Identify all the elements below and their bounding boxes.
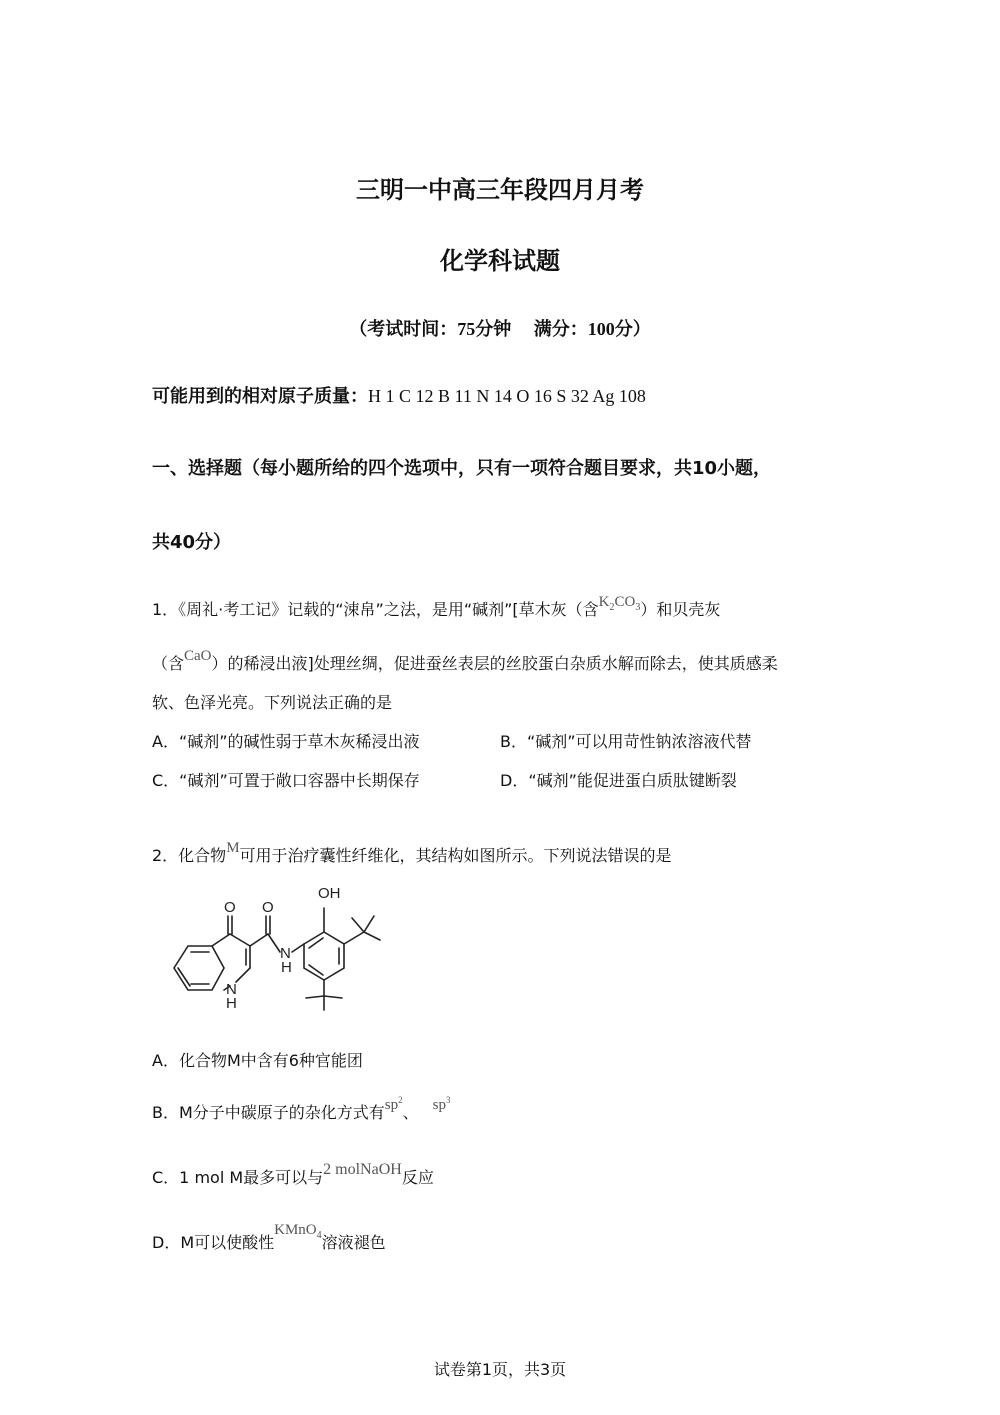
atomic-masses-label: 可能用到的相对原子质量： — [152, 386, 368, 407]
formula-sp2: $sp^2$ — [384, 1095, 403, 1113]
label-h1: H — [226, 995, 237, 1012]
q2-option-a: A．化合物M中含有6种官能团 — [152, 1051, 363, 1070]
label-oh: OH — [318, 885, 341, 902]
q1-line2: （含CaO）的稀浸出液]处理丝绸，促进蚕丝表层的丝胶蛋白杂质水解而除去，使其质感柔 — [152, 648, 778, 673]
exam-title: 三明一中高三年段四月月考 — [356, 176, 644, 204]
q1-text-b: ）和贝壳灰 — [640, 600, 721, 619]
molecule-svg — [166, 878, 396, 1013]
formula-k2co3: $K_2CO_3$ — [598, 594, 641, 613]
formula-naoh: 2 molNaOH — [323, 1161, 402, 1178]
formula-cao: CaO — [184, 648, 212, 664]
label-o2: O — [262, 899, 274, 916]
q1-option-d: D．“碱剂”能促进蛋白质肽键断裂 — [500, 771, 737, 790]
q2-option-b: B．M分子中碳原子的杂化方式有$sp^2$、 $sp^3$ — [152, 1095, 451, 1122]
q1-option-a: A．“碱剂”的碱性弱于草木灰稀浸出液 — [152, 732, 420, 751]
page-footer: 试卷第1页，共3页 — [433, 1360, 567, 1379]
formula-m: M — [226, 840, 240, 856]
label-o1: O — [224, 899, 236, 916]
section-heading-line1: 一、选择题（每小题所给的四个选项中，只有一项符合题目要求，共10小题， — [152, 458, 772, 479]
label-n: N — [226, 981, 237, 998]
molecule-structure — [166, 878, 396, 1013]
q1-option-c: C．“碱剂”可置于敞口容器中长期保存 — [152, 771, 420, 790]
label-nh-n: N — [280, 945, 291, 962]
section-heading-line2: 共40分） — [152, 532, 232, 553]
label-nh-h: H — [281, 959, 292, 976]
q1-option-b: B．“碱剂”可以用苛性钠浓溶液代替 — [500, 732, 752, 751]
q1-line3: 软、色泽光亮。下列说法正确的是 — [152, 693, 393, 712]
q1-line1 — [152, 594, 721, 622]
formula-sp3: $sp^3$ — [432, 1095, 451, 1113]
exam-info: （考试时间：75分钟 满分：100分） — [349, 319, 651, 339]
atomic-masses — [152, 382, 646, 408]
atomic-masses-values: H 1 C 12 B 11 N 14 O 16 S 32 Ag 108 — [368, 386, 646, 406]
q2-option-c: C．1 mol M最多可以与2 molNaOH反应 — [152, 1161, 434, 1187]
q1-text-a: 1．《周礼·考工记》记载的“涑帛”之法，是用“碱剂”[草木灰（含 — [152, 600, 599, 619]
q2-stem: 2．化合物M可用于治疗囊性纤维化，其结构如图所示。下列说法错误的是 — [152, 840, 672, 865]
subject-title: 化学科试题 — [440, 247, 560, 275]
formula-kmno4: KMnO$_4$ — [274, 1222, 322, 1241]
q2-option-d: D．M可以使酸性KMnO$_4$溶液褪色 — [152, 1222, 386, 1252]
